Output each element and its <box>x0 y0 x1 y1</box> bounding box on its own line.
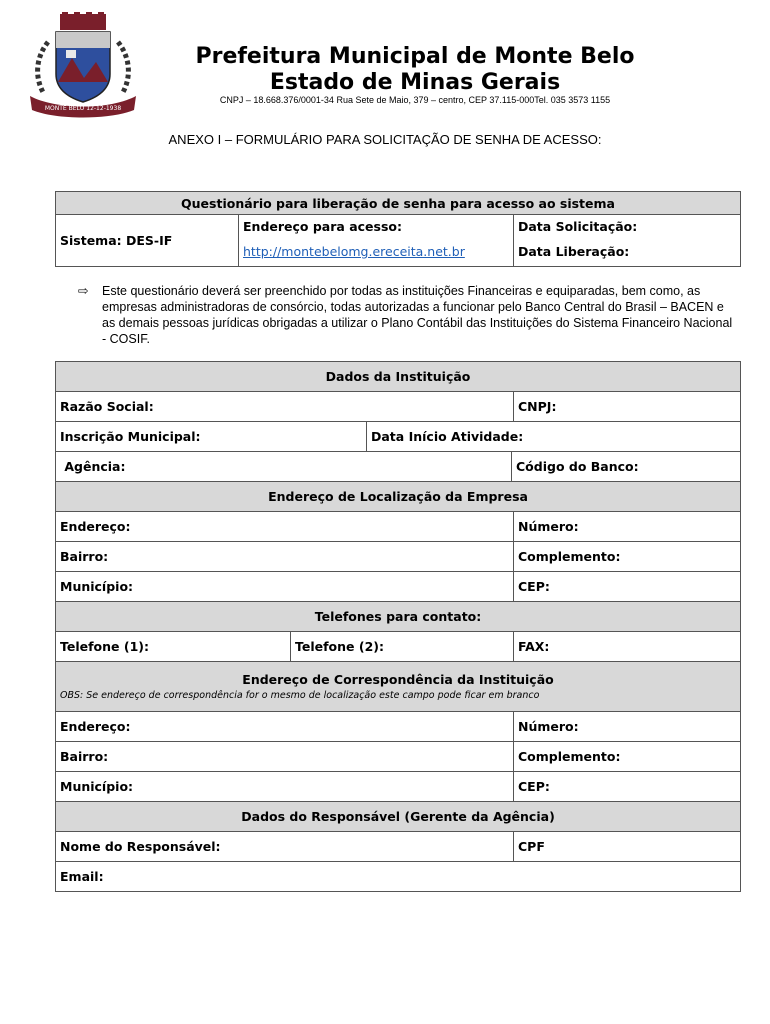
responsible-cpf-field[interactable]: CPF <box>514 832 741 862</box>
institution-form-table <box>55 361 741 892</box>
responsible-heading: Dados do Responsável (Gerente da Agência) <box>56 802 741 832</box>
location-heading: Endereço de Localização da Empresa <box>56 482 741 512</box>
system-label: Sistema: DES-IF <box>56 215 239 267</box>
svg-text:MONTE BELO 12-12-1938: MONTE BELO 12-12-1938 <box>44 105 122 112</box>
responsible-name-field[interactable]: Nome do Responsável: <box>56 832 514 862</box>
responsible-email-field[interactable]: Email: <box>56 862 741 892</box>
phones-heading: Telefones para contato: <box>56 602 741 632</box>
correspondence-heading-cell <box>56 662 741 712</box>
start-date-field[interactable]: Data Início Atividade: <box>367 422 741 452</box>
coat-of-arms-logo <box>26 12 140 118</box>
access-address-link[interactable]: http://montebelomg.ereceita.net.br <box>243 244 465 260</box>
state-title: Estado de Minas Gerais <box>269 70 561 95</box>
access-address-label: Endereço para acesso: <box>239 215 514 238</box>
location-zip-field[interactable]: CEP: <box>514 572 741 602</box>
correspondence-city-field[interactable]: Município: <box>56 772 514 802</box>
instructions-note <box>78 283 738 347</box>
phone2-field[interactable]: Telefone (2): <box>291 632 514 662</box>
phone1-field[interactable]: Telefone (1): <box>56 632 291 662</box>
bank-code-field[interactable]: Código do Banco: <box>512 452 741 482</box>
annex-title: ANEXO I – FORMULÁRIO PARA SOLICITAÇÃO DE SENHA DE ACESSO: <box>168 132 602 147</box>
branch-field[interactable]: Agência: <box>56 452 512 482</box>
municipality-title: Prefeitura Municipal de Monte Belo <box>195 44 635 69</box>
fax-field[interactable]: FAX: <box>514 632 741 662</box>
contact-info: CNPJ – 18.668.376/0001-34 Rua Sete de Maio, 379 – centro, CEP 37.115-000Tel. 035 3573 1155 <box>219 95 611 105</box>
correspondence-obs: OBS: Se endereço de correspondência for o mesmo de localização este campo pode ficar em branco <box>60 690 540 701</box>
questionnaire-table <box>55 191 741 267</box>
location-district-field[interactable]: Bairro: <box>56 542 514 572</box>
municipal-registration-field[interactable]: Inscrição Municipal: <box>56 422 367 452</box>
correspondence-zip-field[interactable]: CEP: <box>514 772 741 802</box>
questionnaire-heading: Questionário para liberação de senha para acesso ao sistema <box>56 192 741 215</box>
company-name-field[interactable]: Razão Social: <box>56 392 514 422</box>
correspondence-complement-field[interactable]: Complemento: <box>514 742 741 772</box>
arrow-right-icon: ⇨ <box>78 283 89 298</box>
location-complement-field[interactable]: Complemento: <box>514 542 741 572</box>
location-city-field[interactable]: Município: <box>56 572 514 602</box>
location-number-field[interactable]: Número: <box>514 512 741 542</box>
request-date-field[interactable]: Data Solicitação: <box>514 215 741 238</box>
correspondence-address-field[interactable]: Endereço: <box>56 712 514 742</box>
release-date-field[interactable]: Data Liberação: <box>514 238 741 267</box>
location-address-field[interactable]: Endereço: <box>56 512 514 542</box>
instructions-text: Este questionário deverá ser preenchido por todas as instituições Financeiras e equiparadas, bem como, as empresas administradoras de consórcio, todas autorizadas a funcionar pelo Banco Central do Brasil – BACEN e as demais pessoas jurídicas obrigadas a utilizar o Plano Contábil das Instituições do Sistema Financeiro Nacional - COSIF. <box>102 284 733 346</box>
correspondence-heading: Endereço de Correspondência da Instituição <box>242 672 554 687</box>
correspondence-number-field[interactable]: Número: <box>514 712 741 742</box>
institution-heading: Dados da Instituição <box>56 362 741 392</box>
correspondence-district-field[interactable]: Bairro: <box>56 742 514 772</box>
cnpj-field[interactable]: CNPJ: <box>514 392 741 422</box>
